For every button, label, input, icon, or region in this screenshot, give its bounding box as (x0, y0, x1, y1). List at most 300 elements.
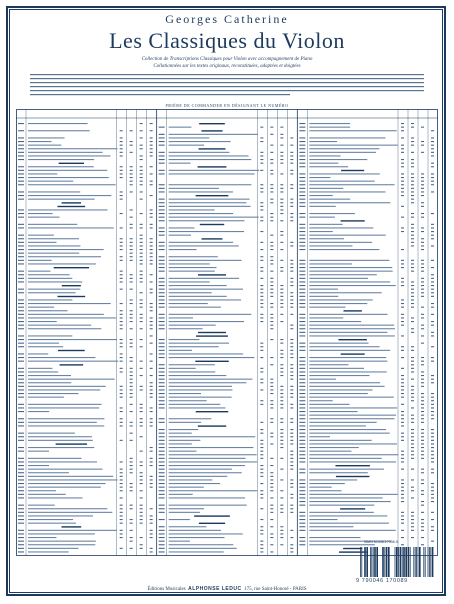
price-cell (411, 379, 414, 380)
price-cell (260, 303, 263, 304)
price-cell (431, 163, 434, 164)
section-heading (341, 170, 364, 171)
price-cell (401, 379, 404, 380)
item-title (28, 170, 107, 171)
price-cell (260, 217, 263, 218)
item-title (309, 386, 384, 387)
barcode-bar (366, 547, 368, 577)
price-cell (140, 386, 143, 387)
item-number (299, 537, 305, 538)
item-number (299, 436, 305, 437)
item-number (299, 454, 305, 455)
publisher-prefix: Éditions Musicales (147, 587, 186, 592)
price-cell (120, 166, 123, 167)
price-cell (130, 386, 133, 387)
item-number (18, 195, 24, 196)
price-cell (411, 267, 414, 268)
price-cell (431, 148, 434, 149)
price-cell (401, 350, 404, 351)
price-cell (120, 195, 123, 196)
price-cell (130, 227, 133, 228)
item-number (299, 447, 305, 448)
price-cell (130, 328, 133, 329)
price-cell (130, 530, 133, 531)
price-cell (421, 479, 424, 480)
price-cell (280, 440, 283, 441)
item-title (309, 332, 387, 333)
price-cell (290, 364, 293, 365)
price-cell (290, 465, 293, 466)
price-cell (260, 163, 263, 164)
item-number (299, 368, 305, 369)
price-cell (140, 515, 143, 516)
price-cell (290, 479, 293, 480)
price-cell (421, 436, 424, 437)
item-title (309, 440, 371, 441)
price-cell (260, 451, 263, 452)
price-cell (260, 191, 263, 192)
item-number (159, 533, 165, 534)
item-number (159, 357, 165, 358)
item-title (309, 249, 379, 250)
price-cell (270, 191, 273, 192)
price-cell (150, 368, 153, 369)
price-cell (431, 393, 434, 394)
item-number (159, 346, 165, 347)
item-number (18, 227, 24, 228)
price-cell (431, 224, 434, 225)
item-title (309, 404, 349, 405)
price-cell (280, 393, 283, 394)
item-number (18, 213, 24, 214)
price-cell (270, 217, 273, 218)
price-cell (411, 440, 414, 441)
item-number (159, 152, 165, 153)
item-number (159, 127, 165, 128)
price-cell (120, 497, 123, 498)
price-cell (120, 357, 123, 358)
price-cell (401, 123, 404, 124)
item-title (169, 407, 226, 408)
item-title (309, 335, 394, 336)
price-cell (290, 505, 293, 506)
item-number (299, 512, 305, 513)
item-title (28, 451, 49, 452)
item-title (28, 159, 94, 160)
barcode-bar (370, 547, 371, 577)
price-cell (120, 314, 123, 315)
price-cell (401, 303, 404, 304)
price-cell (401, 469, 404, 470)
price-cell (280, 343, 283, 344)
price-cell (130, 242, 133, 243)
price-cell (140, 436, 143, 437)
price-cell (411, 523, 414, 524)
price-cell (270, 497, 273, 498)
item-title (28, 436, 92, 437)
price-cell (411, 238, 414, 239)
price-cell (431, 415, 434, 416)
item-number (18, 411, 24, 412)
price-cell (421, 422, 424, 423)
barcode-bar (400, 547, 402, 577)
item-number (159, 519, 165, 520)
price-cell (421, 141, 424, 142)
item-number (299, 145, 305, 146)
price-cell (120, 152, 123, 153)
price-cell (150, 123, 153, 124)
price-cell (411, 271, 414, 272)
item-number (299, 343, 305, 344)
barcode-bar (398, 547, 399, 577)
price-cell (140, 299, 143, 300)
item-number (299, 141, 305, 142)
item-title (28, 407, 99, 408)
section-heading (60, 364, 84, 365)
item-title (28, 393, 78, 394)
price-cell (120, 227, 123, 228)
item-title (28, 253, 79, 254)
price-cell (290, 458, 293, 459)
item-title (309, 350, 390, 351)
price-cell (290, 375, 293, 376)
item-number (299, 206, 305, 207)
section-heading (194, 515, 230, 516)
item-number (159, 256, 165, 257)
item-title (309, 271, 392, 272)
price-cell (421, 213, 424, 214)
price-cell (150, 393, 153, 394)
price-cell (140, 256, 143, 257)
price-cell (411, 407, 414, 408)
item-number (299, 479, 305, 480)
price-cell (150, 479, 153, 480)
barcode-bar (418, 547, 419, 577)
price-cell (431, 429, 434, 430)
item-title (28, 357, 95, 358)
item-number (159, 497, 165, 498)
price-cell (260, 440, 263, 441)
price-cell (270, 382, 273, 383)
price-cell (280, 285, 283, 286)
price-cell (140, 155, 143, 156)
item-title (309, 325, 394, 326)
item-title (28, 411, 49, 412)
item-title (309, 191, 385, 192)
item-title (309, 173, 379, 174)
price-cell (411, 163, 414, 164)
barcode-bar (416, 547, 417, 577)
price-cell (260, 209, 263, 210)
item-title (169, 389, 233, 390)
price-cell (431, 235, 434, 236)
item-title (169, 173, 255, 174)
price-cell (401, 317, 404, 318)
price-cell (140, 253, 143, 254)
item-title (309, 195, 332, 196)
price-cell (401, 494, 404, 495)
price-cell (260, 307, 263, 308)
item-title (309, 145, 397, 146)
price-cell (130, 458, 133, 459)
price-cell (411, 422, 414, 423)
price-cell (280, 537, 283, 538)
item-number (299, 526, 305, 527)
price-cell (130, 523, 133, 524)
price-cell (290, 346, 293, 347)
price-cell (431, 238, 434, 239)
price-cell (120, 469, 123, 470)
item-number (299, 519, 305, 520)
item-number (18, 159, 24, 160)
price-cell (431, 472, 434, 473)
item-number (299, 181, 305, 182)
item-number (299, 364, 305, 365)
price-cell (411, 199, 414, 200)
item-number (159, 386, 165, 387)
price-cell (150, 447, 153, 448)
item-title (309, 159, 367, 160)
item-number (159, 487, 165, 488)
item-number (299, 494, 305, 495)
price-cell (401, 335, 404, 336)
price-cell (260, 519, 263, 520)
price-cell (401, 537, 404, 538)
price-cell (270, 472, 273, 473)
section-heading (198, 332, 226, 333)
item-number (299, 407, 305, 408)
price-cell (431, 145, 434, 146)
price-cell (270, 418, 273, 419)
price-cell (411, 191, 414, 192)
price-cell (280, 184, 283, 185)
price-cell (280, 321, 283, 322)
price-cell (120, 317, 123, 318)
item-number (159, 134, 165, 135)
price-cell (280, 418, 283, 419)
item-title (309, 267, 392, 268)
price-cell (120, 213, 123, 214)
item-number (159, 206, 165, 207)
item-title (28, 155, 110, 156)
item-number (159, 407, 165, 408)
item-title (169, 530, 221, 531)
item-title (28, 440, 93, 441)
price-cell (411, 397, 414, 398)
price-cell (421, 238, 424, 239)
price-cell (120, 321, 123, 322)
item-number (18, 418, 24, 419)
price-cell (431, 303, 434, 304)
item-title (28, 292, 76, 293)
price-cell (280, 127, 283, 128)
price-cell (270, 433, 273, 434)
item-number (299, 289, 305, 290)
price-cell (130, 389, 133, 390)
price-cell (260, 389, 263, 390)
item-title (28, 353, 48, 354)
price-cell (130, 281, 133, 282)
item-number (18, 170, 24, 171)
price-cell (431, 494, 434, 495)
price-cell (411, 490, 414, 491)
item-number (299, 393, 305, 394)
item-number (18, 407, 24, 408)
item-title (309, 415, 396, 416)
price-cell (150, 519, 153, 520)
price-cell (140, 548, 143, 549)
price-cell (120, 145, 123, 146)
price-cell (290, 155, 293, 156)
price-cell (140, 170, 143, 171)
price-cell (290, 508, 293, 509)
item-number (18, 523, 24, 524)
price-cell (150, 303, 153, 304)
item-title (28, 317, 116, 318)
price-cell (421, 263, 424, 264)
price-cell (431, 447, 434, 448)
price-cell (150, 407, 153, 408)
item-number (299, 155, 305, 156)
item-title (309, 141, 337, 142)
price-cell (120, 519, 123, 520)
price-cell (270, 544, 273, 545)
price-cell (150, 184, 153, 185)
price-cell (290, 281, 293, 282)
price-cell (280, 407, 283, 408)
price-cell (290, 404, 293, 405)
price-cell (290, 152, 293, 153)
item-title (28, 224, 77, 225)
price-cell (130, 519, 133, 520)
price-cell (411, 321, 414, 322)
price-cell (140, 281, 143, 282)
subtitle-line-1: Collection de Transcriptions Classiques pour Violon avec accompagnement de Piano (141, 57, 313, 62)
price-cell (421, 145, 424, 146)
barcode-bar (413, 547, 414, 577)
item-title (169, 325, 216, 326)
price-cell (421, 454, 424, 455)
price-cell (411, 443, 414, 444)
item-number (159, 145, 165, 146)
item-title (169, 346, 219, 347)
price-cell (411, 487, 414, 488)
item-title (169, 465, 245, 466)
price-cell (411, 296, 414, 297)
item-title (169, 386, 232, 387)
price-cell (120, 425, 123, 426)
price-cell (140, 159, 143, 160)
price-cell (270, 476, 273, 477)
order-note: PRIÈRE DE COMMANDER EN DÉSIGNANT LE NUMÉRO (165, 103, 289, 108)
item-title (309, 501, 390, 502)
price-cell (431, 130, 434, 131)
barcode-bar (364, 547, 366, 577)
item-title (169, 339, 200, 340)
price-cell (431, 155, 434, 156)
item-number (299, 422, 305, 423)
price-cell (120, 368, 123, 369)
price-cell (270, 404, 273, 405)
price-cell (270, 386, 273, 387)
item-title (309, 346, 379, 347)
price-cell (411, 371, 414, 372)
price-cell (431, 191, 434, 192)
price-cell (270, 389, 273, 390)
price-cell (270, 199, 273, 200)
price-cell (401, 454, 404, 455)
price-cell (140, 479, 143, 480)
price-cell (421, 227, 424, 228)
price-cell (280, 209, 283, 210)
item-number (299, 195, 305, 196)
item-number (299, 325, 305, 326)
price-cell (270, 213, 273, 214)
price-cell (421, 177, 424, 178)
price-cell (280, 231, 283, 232)
price-cell (120, 361, 123, 362)
price-cell (290, 451, 293, 452)
price-cell (401, 267, 404, 268)
price-cell (260, 260, 263, 261)
price-cell (280, 267, 283, 268)
item-number (159, 173, 165, 174)
item-number (159, 155, 165, 156)
price-cell (401, 512, 404, 513)
price-cell (140, 425, 143, 426)
price-cell (120, 461, 123, 462)
item-number (159, 541, 165, 542)
price-cell (270, 328, 273, 329)
item-title (309, 530, 395, 531)
price-cell (421, 393, 424, 394)
price-cell (421, 490, 424, 491)
item-title (169, 163, 191, 164)
price-cell (280, 155, 283, 156)
price-cell (260, 490, 263, 491)
price-cell (130, 253, 133, 254)
item-title (169, 145, 204, 146)
item-number (18, 508, 24, 509)
item-number (299, 148, 305, 149)
item-title (169, 220, 245, 221)
item-title (28, 209, 108, 210)
item-title (309, 281, 390, 282)
price-cell (130, 170, 133, 171)
barcode-bar (408, 547, 410, 577)
price-cell (150, 173, 153, 174)
price-cell (270, 263, 273, 264)
item-number (18, 141, 24, 142)
item-number (299, 501, 305, 502)
item-title (28, 325, 91, 326)
item-title (28, 339, 117, 340)
price-cell (401, 188, 404, 189)
price-cell (401, 418, 404, 419)
price-cell (150, 328, 153, 329)
item-title (309, 263, 352, 264)
item-number (299, 242, 305, 243)
item-number (18, 379, 24, 380)
price-cell (290, 357, 293, 358)
price-cell (120, 191, 123, 192)
item-title (28, 422, 97, 423)
price-cell (431, 443, 434, 444)
item-title (309, 479, 357, 480)
item-number (159, 191, 165, 192)
price-cell (280, 508, 283, 509)
item-title (169, 242, 234, 243)
